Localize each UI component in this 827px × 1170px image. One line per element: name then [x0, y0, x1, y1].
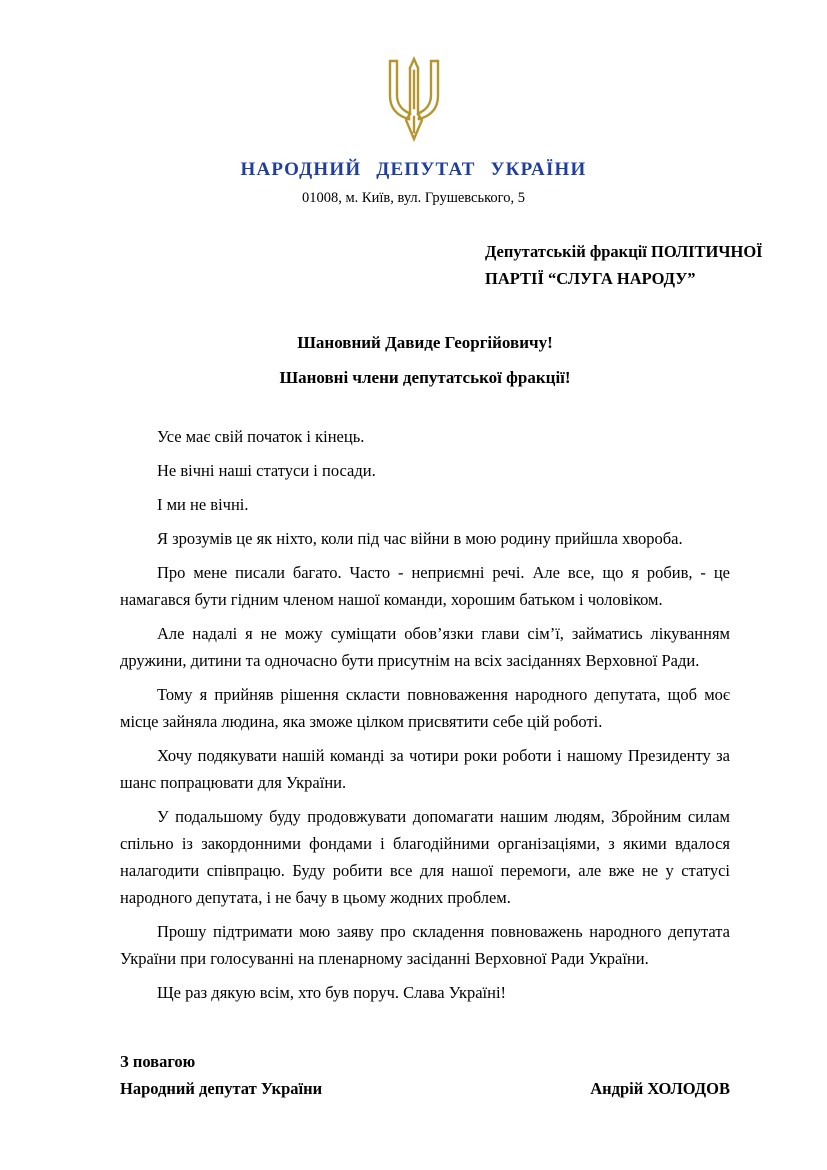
letterhead — [0, 0, 827, 207]
paragraph: Хочу подякувати нашій команді за чотири роки роботи і нашому Президенту за шанс попрацювати для України. — [120, 746, 730, 792]
paragraph: Але надалі я не можу суміщати обов’язки глави сім’ї, займатись лікуванням дружини, дитини та одночасно бути присутнім на всіх засіданнях Верховної Ради. — [120, 624, 730, 670]
salutation-block — [120, 332, 730, 389]
letterhead-title: НАРОДНИЙ ДЕПУТАТ УКРАЇНИ — [240, 159, 587, 180]
paragraph: І ми не вічні. — [157, 495, 249, 514]
paragraph: Усе має свій початок і кінець. — [157, 427, 365, 446]
closing-signature-row — [120, 1075, 730, 1102]
closing-regards: З повагою — [120, 1052, 196, 1071]
letter-body — [120, 423, 730, 1006]
salutation-line-2: Шановні члени депутатської фракції! — [279, 368, 571, 387]
ukraine-trident-icon — [378, 56, 450, 142]
paragraph: Тому я прийняв рішення скласти повноваження народного депутата, щоб моє місце зайняла людина, яка зможе цілком присвятити себе цій роботі. — [120, 685, 730, 731]
closing-signature-name: Андрій ХОЛОДОВ — [590, 1079, 730, 1098]
letterhead-address: 01008, м. Київ, вул. Грушевського, 5 — [301, 190, 525, 206]
paragraph: Не вічні наші статуси і посади. — [157, 461, 376, 480]
closing-block — [120, 1048, 730, 1102]
closing-position: Народний депутат України — [120, 1079, 323, 1098]
recipient-line-1: Депутатській фракції ПОЛІТИЧНОЇ — [485, 242, 763, 261]
paragraph: Я зрозумів це як ніхто, коли під час війни в мою родину прийшла хвороба. — [157, 529, 683, 548]
paragraph: Ще раз дякую всім, хто був поруч. Слава Україні! — [157, 983, 507, 1002]
recipient-block — [485, 238, 805, 292]
salutation-line-1: Шановний Давиде Георгійовичу! — [297, 333, 553, 352]
paragraph: У подальшому буду продовжувати допомагати нашим людям, Збройним силам спільно із закордонними фондами і благодійними організаціями, з якими вдалося налагодити співпрацю. Буду робити все для нашої перемоги, але вже не у статусі народного депутата, і не бачу в цьому жодних проблем. — [120, 807, 730, 907]
paragraph: Прошу підтримати мою заяву про складення повноважень народного депутата України при голосуванні на пленарному засіданні Верховної Ради України. — [120, 922, 730, 968]
recipient-line-2: ПАРТІЇ “СЛУГА НАРОДУ” — [485, 269, 696, 288]
paragraph: Про мене писали багато. Часто - неприємні речі. Але все, що я робив, - це намагався бути гідним членом нашої команди, хорошим батьком і чоловіком. — [120, 563, 730, 609]
